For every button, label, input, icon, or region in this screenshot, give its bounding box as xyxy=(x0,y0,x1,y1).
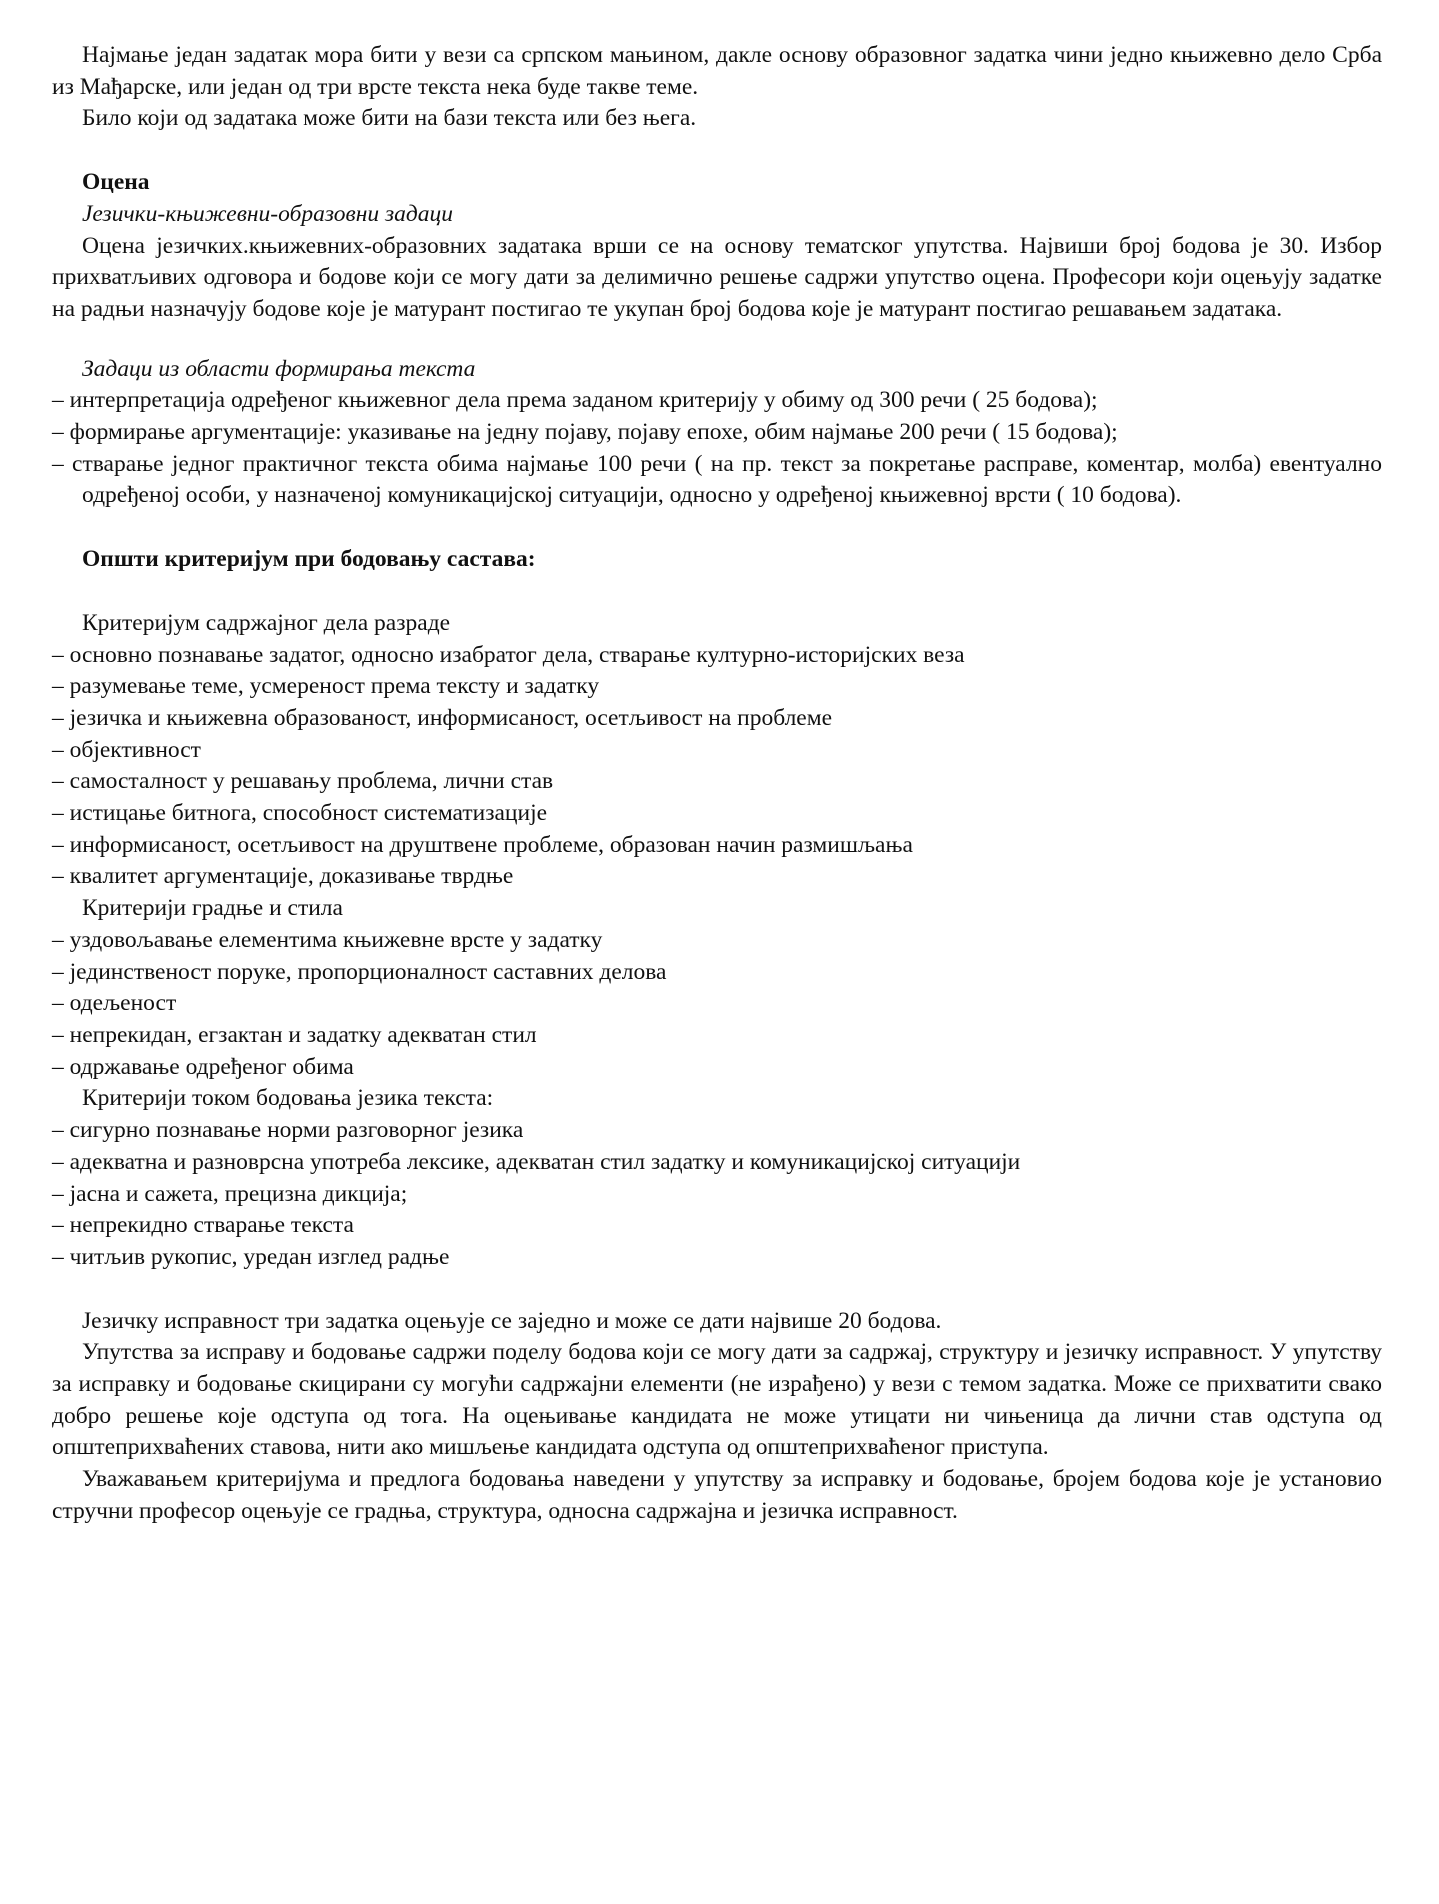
list-item: – читљив рукопис, уредан изглед радње xyxy=(52,1243,450,1270)
list-item: – истицање битнога, способност систематизације xyxy=(52,800,548,827)
text-tasks-list xyxy=(52,385,1382,512)
list-item: – језичка и књижевна образованост, информисаност, осетљивост на проблеме xyxy=(52,704,833,731)
list-item: – квалитет аргументације, доказивање тврдње xyxy=(52,863,514,890)
list-item: – јасна и сажета, прецизна дикција; xyxy=(52,1180,408,1207)
grading-subheading: Језички-књижевни-образовни задаци xyxy=(82,200,454,227)
list-item: – адекватна и разноврсна употреба лексике, адекватан стил задатку и комуникацијској ситуацији xyxy=(52,1148,1021,1175)
intro-paragraph-1: Најмање један задатак мора бити у вези са српском мањином, дакле основу образовног задатка чини једно књижевно дело Срба из Мађарске, или један од три врсте текста нека буде такве теме. xyxy=(52,42,1382,100)
list-item: – одељеност xyxy=(52,990,177,1017)
language-criteria-title: Критерији током бодовања језика текста: xyxy=(82,1085,494,1112)
content-criteria-title: Критеријум садржајног дела разраде xyxy=(82,609,451,636)
grading-paragraph: Оцена језичких.књижевних-образовних задатака врши се на основу тематског упутства. Највиши број бодова је 30. Избор прихватљивих одговора и бодове који се могу дати за делимично решење садржи упутство оцена. Професори који оцењују задатке на радњи назначују бодове које је матурант постигао те укупан број бодова које је матурант постигао решавањем задатака. xyxy=(52,232,1382,322)
list-item: – разумевање теме, усмереност према тексту и задатку xyxy=(52,673,600,700)
list-item: – уздовољавање елементима књижевне врсте у задатку xyxy=(52,926,603,953)
list-item: – информисаност, осетљивост на друштвене проблеме, образован начин размишљања xyxy=(52,831,913,858)
text-tasks-heading: Задаци из области формирања текста xyxy=(82,355,476,382)
list-item: – сигурно познавање норми разговорног језика xyxy=(52,1117,524,1144)
list-item: – интерпретација одређеног књижевног дела према заданом критерију у обиму од 300 речи ( 25 бодова); xyxy=(52,387,1098,414)
closing-paragraph-2: Упутства за исправу и бодовање садржи поделу бодова који се могу дати за садржај, структуру и језичку исправност. У упутству за исправку и бодовање скицирани су могући садржајни елементи (не израђено) у вези с темом задатка. Може се прихватити свако добро решење које одступа од тога. На оцењивање кандидата не може утицати ни чињеница да лични став одступа од општеприхваћених ставова, нити ако мишљење кандидата одступа од општеприхваћеног приступа. xyxy=(52,1339,1382,1461)
closing-paragraph-1: Језичку исправност три задатка оцењује се заједно и може се дати највише 20 бодова. xyxy=(82,1307,942,1334)
list-item: – непрекидан, егзактан и задатку адекватан стил xyxy=(52,1021,537,1048)
document-page xyxy=(52,40,1382,1528)
list-item: – јединственост поруке, пропорционалност саставних делова xyxy=(52,958,667,985)
structure-criteria-title: Критерији градње и стила xyxy=(82,895,343,922)
grading-heading: Оцена xyxy=(82,169,150,196)
list-item: – непрекидно стварање текста xyxy=(52,1212,354,1239)
criteria-heading: Општи критеријум при бодовању састава: xyxy=(82,546,536,573)
list-item: – одржавање одређеног обима xyxy=(52,1053,354,1080)
structure-criteria-list xyxy=(52,925,1382,1084)
list-item: – стварање једног практичног текста обима најмање 100 речи ( на пр. текст за покретање расправе, коментар, молба) евентуално одређеној особи, у назначеној комуникацијској ситуацији, односно у одређеној књижевној врсти ( 10 бодова). xyxy=(52,450,1382,509)
list-item: – самосталност у решавању проблема, лични став xyxy=(52,768,554,795)
list-item: – објективност xyxy=(52,736,201,763)
list-item: – формирање аргументације: указивање на једну појаву, појаву епохе, обим најмање 200 речи ( 15 бодова); xyxy=(52,419,1118,446)
list-item: – основно познавање задатог, односно изабратог дела, стварање културно-историјских веза xyxy=(52,641,965,668)
closing-paragraph-3: Уважавањем критеријума и предлога бодовања наведени у упутству за исправку и бодовање, бројем бодова које је установио стручни професор оцењује се градња, структура, односна садржајна и језичка исправност. xyxy=(52,1466,1382,1524)
intro-paragraph-2: Било који од задатака може бити на бази текста или без њега. xyxy=(82,105,697,132)
content-criteria-list xyxy=(52,640,1382,894)
language-criteria-list xyxy=(52,1115,1382,1274)
